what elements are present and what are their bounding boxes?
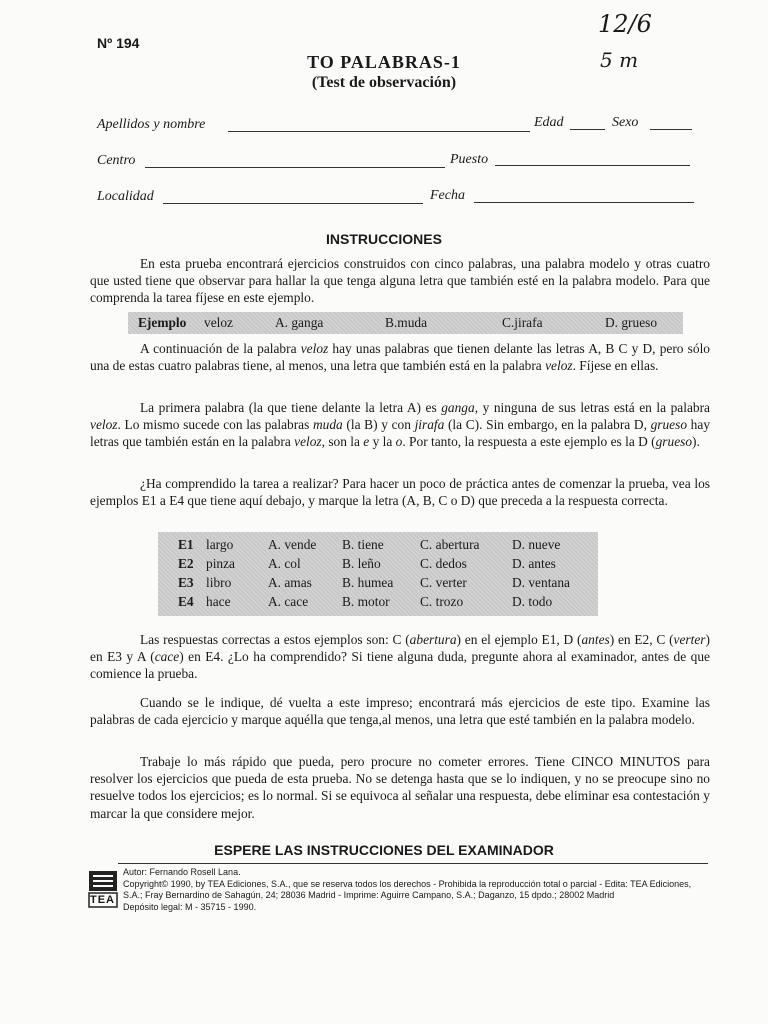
test-subtitle: (Test de observación) [311,74,457,91]
p2-c: hay unas palabras que tienen delante las letras A, B C y D, pero sólo una de estas cuatro palabras tiene, al menos, una letra que también está en la palabra [90,341,711,374]
paragraph-3 [90,399,710,451]
footer-copyright: Copyright© 1990, by TEA Ediciones, S.A., que se reserva todos los derechos - Prohibida la reproducción total o parcial - Edita: TEA Ediciones, S.A.; Fray Bernardino de Sahagún, 24; 28036 Madrid - Imprime: Aguirre Campano, S.A.; Daganzo, 15 dpdo.; 28002 Madrid [123,878,692,900]
p3-f: muda [313,417,343,433]
wait-title: ESPERE LAS INSTRUCCIONES DEL EXAMINADOR [214,842,554,858]
tea-logo-text: TEA [90,894,115,906]
p5-a: Las respuestas correctas a estos ejemplos son: C ( [140,632,410,647]
p3-m: , son la [321,434,364,450]
p5-f: verter [673,632,706,647]
exercise-option-c[interactable]: C. dedos [420,555,467,571]
label-sexo: Sexo [612,115,639,130]
p3-q: . Por tanto, la respuesta a este ejemplo es la D ( [402,434,656,450]
exercise-row [178,573,582,592]
p6-text: Cuando se le indique, dé vuelta a este impreso; encontrará más ejercicios de este tipo. Examine las palabras de cada ejercicio y marque aquélla que tenga,al menos, una letra que esté también en la palabra modelo. [90,695,710,728]
exercise-row [178,554,582,573]
exercise-row [178,592,582,611]
example-option-b: B.muda [385,315,428,330]
paragraph-5 [90,631,710,683]
p3-d: veloz [90,417,118,433]
footer-deposito: Depósito legal: M - 35715 - 1990. [123,901,257,912]
input-sexo[interactable] [650,129,692,130]
exercise-option-a[interactable]: A. cace [268,593,309,609]
p7-text: Trabaje lo más rápido que pueda, pero procure no cometer errores. Tiene CINCO MINUTOS para resolver los ejercicios que pueda de esta prueba. No se detenga hasta que se lo indiquen, y no se preocupe sino no resuelve todos los ejercicios; es lo normal. Si se equivoca al señalar una respuesta, debe eliminar esa contestación y marcar la que considere mejor. [90,754,710,821]
p2-d: veloz [545,358,573,374]
exercise-option-d[interactable]: D. ventana [512,574,571,590]
exercise-label: E2 [178,555,194,571]
p2-e: . Fíjese en ellas. [572,358,659,374]
footer-text [123,867,713,913]
paragraph-7 [90,753,710,822]
input-fecha[interactable] [474,202,694,203]
input-edad[interactable] [570,129,605,130]
p3-p: o [395,434,403,450]
label-edad: Edad [534,115,564,130]
exercise-option-b[interactable]: B. motor [342,593,390,609]
form-number: Nº 194 [97,35,140,51]
p5-h: cace [154,649,180,665]
p3-o: y la [369,434,396,450]
exercise-option-b[interactable]: B. humea [342,574,394,590]
exercise-option-a[interactable]: A. vende [268,536,317,552]
input-centro[interactable] [145,167,445,168]
p3-a: La primera palabra (la que tiene delante la letra A) es [140,400,442,415]
instructions-title: INSTRUCCIONES [326,231,442,247]
exercise-label: E3 [178,574,194,590]
p3-l: veloz [294,434,322,450]
exercises-box [158,532,598,616]
label-centro: Centro [97,153,136,168]
exercise-option-c[interactable]: C. abertura [420,536,480,552]
paragraph-2 [90,340,710,374]
exercise-option-d[interactable]: D. antes [512,555,556,571]
exercise-option-d[interactable]: D. nueve [512,536,561,552]
p3-i: (la C). Sin embargo, en la palabra D, [444,417,651,433]
p5-i: ) en E4. ¿Lo ha comprendido? Si tiene alguna duda, pregunte ahora al examinador, antes de que comience la prueba. [90,649,710,682]
p3-n: e [363,434,370,450]
exercise-row [178,535,582,554]
exercise-word: largo [206,536,234,552]
label-fecha: Fecha [430,188,465,203]
exercise-word: libro [206,574,232,590]
p5-g: ) en E3 y A ( [90,632,710,665]
exercise-word: hace [206,593,231,609]
exercise-option-b[interactable]: B. leño [342,555,381,571]
p3-j: grueso [650,417,688,433]
p5-e: ) en E2, C ( [609,632,674,647]
p3-h: jirafa [414,417,445,433]
exercise-option-d[interactable]: D. todo [512,593,553,609]
test-title: TO PALABRAS-1 [307,52,461,72]
exercise-label: E1 [178,536,194,552]
example-option-a: A. ganga [275,315,324,330]
example-box [128,312,683,334]
p2-a: A continuación de la palabra [140,341,301,356]
input-apellidos[interactable] [228,131,530,132]
intro-text: En esta prueba encontrará ejercicios construidos con cinco palabras, una palabra modelo y otras cuatro que usted tiene que observar para hallar la que tenga alguna letra que también esté en la palabra modelo. Para que comprenda la tarea fíjese en este ejemplo. [90,256,710,306]
input-puesto[interactable] [495,165,690,166]
exercise-label: E4 [178,593,194,609]
p3-s: ). [692,434,700,450]
footer-author: Autor: Fernando Rosell Lana. [123,867,241,877]
paragraph-6 [90,694,710,728]
example-label: Ejemplo [138,315,187,330]
example-word: veloz [204,315,233,330]
p5-d: antes [581,632,610,647]
exercise-option-c[interactable]: C. verter [420,574,467,590]
intro-paragraph [90,255,710,307]
label-apellidos: Apellidos y nombre [97,117,206,132]
exercise-option-a[interactable]: A. amas [268,574,312,590]
footer-divider [118,863,708,864]
exercise-option-b[interactable]: B. tiene [342,536,384,552]
p3-b: ganga [441,400,475,415]
p2-b: veloz [300,341,329,356]
exercise-word: pinza [206,555,235,571]
p5-c: ) en el ejemplo E1, D ( [456,632,582,647]
exercise-option-a[interactable]: A. col [268,555,301,571]
input-localidad[interactable] [163,203,423,204]
handwritten-date: 12/6 [598,10,652,38]
p3-k: hay letras que también están en la palabra [90,417,711,450]
p3-e: . Lo mismo sucede con las palabras [117,417,313,433]
p5-b: abertura [409,632,457,647]
example-option-c: C.jirafa [502,315,543,330]
p3-g: (la B) y con [342,417,415,433]
p4-text: ¿Ha comprendido la tarea a realizar? Para hacer un poco de práctica antes de comenzar la prueba, vea los ejemplos E1 a E4 que tiene aquí debajo, y marque la letra (A, B, C o D) que preceda a la respuesta correcta. [90,476,710,509]
label-puesto: Puesto [450,152,489,167]
example-option-d: D. grueso [605,315,658,330]
label-localidad: Localidad [97,189,154,204]
p3-c: , y ninguna de sus letras está en la palabra [474,400,710,415]
exercise-option-c[interactable]: C. trozo [420,593,464,609]
tea-logo [88,869,118,909]
p3-r: grueso [655,434,693,450]
handwritten-note: 5 m [600,48,639,72]
paragraph-4 [90,475,710,509]
exercises-table [178,535,582,611]
